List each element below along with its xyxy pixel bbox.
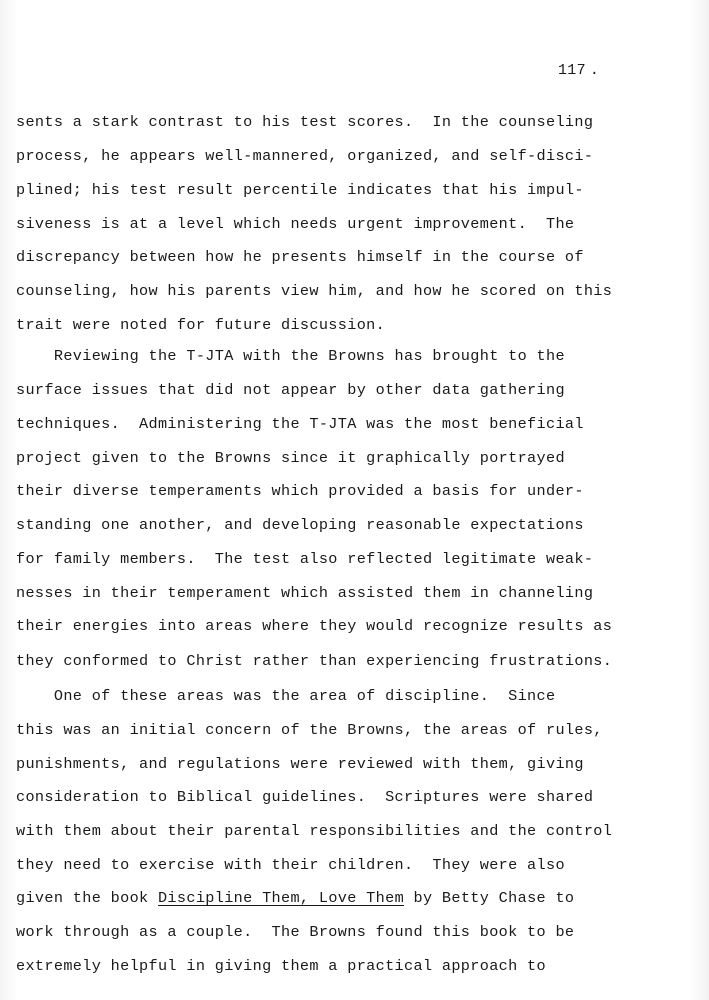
book-title: Discipline Them, Love Them [157,889,405,907]
text-line: Reviewing the T-JTA with the Browns has brought to the [16,347,565,365]
text-line: extremely helpful in giving them a practical approach to [16,957,546,975]
text-line: their diverse temperaments which provided a basis for under- [16,482,584,500]
text-line: plined; his test result percentile indicates that his impul- [16,181,584,199]
text-line: process, he appears well-mannered, organized, and self-disci- [16,147,594,165]
text-line: for family members. The test also reflected legitimate weak- [16,550,594,568]
text-line: work through as a couple. The Browns found this book to be [16,923,575,941]
text-line: discrepancy between how he presents himself in the course of [16,248,584,266]
text-line: techniques. Administering the T-JTA was the most beneficial [16,415,584,433]
text-line: One of these areas was the area of discipline. Since [16,687,556,705]
text-line: sents a stark contrast to his test scores. In the counseling [16,113,594,131]
text-line: they conformed to Christ rather than experiencing frustrations. [16,652,613,670]
text-line: consideration to Biblical guidelines. Scriptures were shared [16,788,594,806]
text-line: counseling, how his parents view him, and how he scored on this [16,282,613,300]
page-number-value: 117 [558,62,586,79]
text-line: siveness is at a level which needs urgent improvement. The [16,215,575,233]
text-line: they need to exercise with their children. They were also [16,856,565,874]
text-line: trait were noted for future discussion. [16,316,386,334]
text-line: punishments, and regulations were reviewed with them, giving [16,755,584,773]
text-line: nesses in their temperament which assisted them in channeling [16,584,594,602]
text-line: project given to the Browns since it graphically portrayed [16,449,565,467]
text-line: standing one another, and developing reasonable expectations [16,516,584,534]
text-line: surface issues that did not appear by other data gathering [16,381,565,399]
text-after-book-title: by Betty Chase to [404,889,575,907]
page-number [558,62,599,79]
page-number-mark: . [589,62,600,79]
text-line-book [16,888,574,908]
text-line: with them about their parental responsibilities and the control [16,822,613,840]
text-line: their energies into areas where they would recognize results as [16,617,613,635]
text-line: this was an initial concern of the Browns, the areas of rules, [16,721,603,739]
text-before-book-title: given the book [16,889,158,907]
